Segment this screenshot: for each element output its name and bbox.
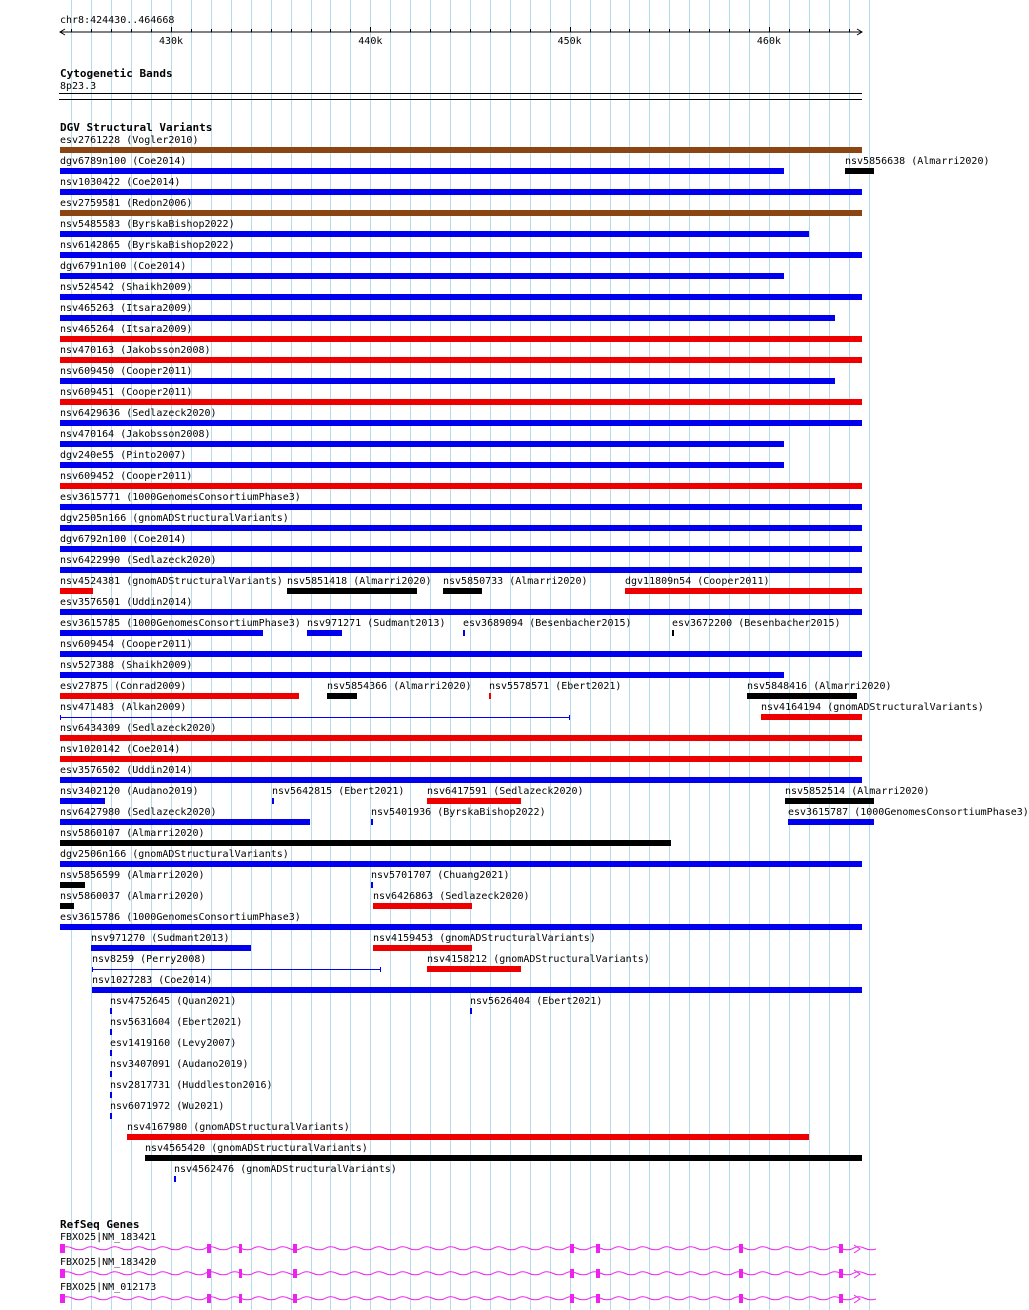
gene-exon bbox=[60, 1269, 65, 1278]
variant-label[interactable]: nsv5485583 (ByrskaBishop2022) bbox=[60, 219, 235, 230]
variant-label[interactable]: nsv4565420 (gnomADStructuralVariants) bbox=[145, 1143, 368, 1154]
variant-bar[interactable] bbox=[60, 462, 784, 468]
variant-label[interactable]: esv2761228 (Vogler2010) bbox=[60, 135, 199, 146]
variant-label[interactable]: nsv5860107 (Almarri2020) bbox=[60, 828, 205, 839]
variant-label[interactable]: nsv5642815 (Ebert2021) bbox=[272, 786, 405, 797]
variant-label[interactable]: nsv5631604 (Ebert2021) bbox=[110, 1017, 243, 1028]
gridline bbox=[869, 0, 870, 1310]
gene-exon bbox=[239, 1269, 242, 1278]
variant-label[interactable]: esv3615787 (1000GenomesConsortiumPhase3) bbox=[788, 807, 1029, 818]
variant-label[interactable]: nsv5701707 (Chuang2021) bbox=[371, 870, 510, 881]
variant-bar[interactable] bbox=[60, 819, 310, 825]
variant-bar[interactable] bbox=[60, 525, 862, 531]
variant-bar[interactable] bbox=[110, 1029, 112, 1035]
variant-label[interactable]: nsv4164194 (gnomADStructuralVariants) bbox=[761, 702, 984, 713]
gene-exon bbox=[570, 1294, 574, 1303]
variant-label[interactable]: nsv4524381 (gnomADStructuralVariants) bbox=[60, 576, 283, 587]
gene-intron-line bbox=[60, 1247, 876, 1250]
variant-bar[interactable] bbox=[110, 1071, 112, 1077]
variant-bar[interactable] bbox=[60, 399, 862, 405]
variant-bar[interactable] bbox=[92, 987, 862, 993]
variant-bar[interactable] bbox=[373, 903, 472, 909]
variant-bar[interactable] bbox=[92, 969, 381, 970]
variant-bar[interactable] bbox=[60, 798, 105, 804]
variant-bar[interactable] bbox=[60, 735, 862, 741]
variant-label[interactable]: nsv6434309 (Sedlazeck2020) bbox=[60, 723, 217, 734]
ruler-location: chr8:424430..464668 bbox=[60, 15, 175, 26]
gene-exon bbox=[596, 1244, 600, 1253]
variant-bar[interactable] bbox=[845, 168, 874, 174]
variant-label[interactable]: esv3615786 (1000GenomesConsortiumPhase3) bbox=[60, 912, 301, 923]
variant-label[interactable]: nsv1027283 (Coe2014) bbox=[92, 975, 213, 986]
variant-label[interactable]: nsv1020142 (Coe2014) bbox=[60, 744, 181, 755]
variant-label[interactable]: nsv5854366 (Almarri2020) bbox=[327, 681, 472, 692]
variant-label[interactable]: nsv471483 (Alkan2009) bbox=[60, 702, 187, 713]
variant-bar[interactable] bbox=[60, 378, 835, 384]
variant-bar[interactable] bbox=[60, 441, 784, 447]
track-title-refseq-genes[interactable]: RefSeq Genes bbox=[60, 1218, 140, 1231]
variant-bar[interactable] bbox=[371, 882, 373, 888]
variant-bar[interactable] bbox=[785, 798, 874, 804]
cytoband-line-bottom bbox=[59, 99, 862, 100]
variant-bar[interactable] bbox=[60, 609, 862, 615]
variant-bar[interactable] bbox=[60, 924, 862, 930]
variant-label[interactable]: dgv240e55 (Pinto2007) bbox=[60, 450, 187, 461]
variant-bar[interactable] bbox=[60, 651, 862, 657]
variant-bar[interactable] bbox=[60, 588, 93, 594]
variant-bar[interactable] bbox=[60, 189, 862, 195]
variant-bar[interactable] bbox=[463, 630, 465, 636]
gene-exon bbox=[596, 1294, 600, 1303]
variant-label[interactable]: esv1419160 (Levy2007) bbox=[110, 1038, 237, 1049]
variant-bar[interactable] bbox=[60, 336, 862, 342]
cytoband-line-top bbox=[59, 93, 862, 94]
variant-bar[interactable] bbox=[60, 882, 85, 888]
variant-label[interactable]: nsv609450 (Cooper2011) bbox=[60, 366, 193, 377]
gene-exon bbox=[293, 1294, 297, 1303]
variant-label[interactable]: nsv465263 (Itsara2009) bbox=[60, 303, 193, 314]
variant-bar[interactable] bbox=[110, 1092, 112, 1098]
variant-label[interactable]: nsv5851418 (Almarri2020) bbox=[287, 576, 432, 587]
variant-bar[interactable] bbox=[60, 903, 74, 909]
variant-bar[interactable] bbox=[60, 147, 862, 153]
variant-bar[interactable] bbox=[443, 588, 482, 594]
variant-bar[interactable] bbox=[60, 420, 862, 426]
variant-bar[interactable] bbox=[747, 693, 857, 699]
ruler[interactable] bbox=[0, 24, 890, 48]
variant-label[interactable]: esv3576502 (Uddin2014) bbox=[60, 765, 193, 776]
variant-bar[interactable] bbox=[371, 819, 373, 825]
variant-label[interactable]: nsv5852514 (Almarri2020) bbox=[785, 786, 930, 797]
gene-intron-line bbox=[60, 1297, 876, 1300]
variant-label[interactable]: nsv5626404 (Ebert2021) bbox=[470, 996, 603, 1007]
gene-exon bbox=[293, 1244, 297, 1253]
variant-label[interactable]: nsv6426863 (Sedlazeck2020) bbox=[373, 891, 530, 902]
variant-label[interactable]: nsv4167980 (gnomADStructuralVariants) bbox=[127, 1122, 350, 1133]
variant-label[interactable]: nsv524542 (Shaikh2009) bbox=[60, 282, 193, 293]
gene-exon bbox=[60, 1294, 65, 1303]
variant-label[interactable]: nsv5856599 (Almarri2020) bbox=[60, 870, 205, 881]
variant-label[interactable]: nsv6142865 (ByrskaBishop2022) bbox=[60, 240, 235, 251]
variant-bar[interactable] bbox=[60, 630, 263, 636]
variant-label[interactable]: nsv2817731 (Huddleston2016) bbox=[110, 1080, 273, 1091]
gene-exon bbox=[570, 1244, 574, 1253]
gene-model[interactable] bbox=[0, 1266, 890, 1280]
variant-bar[interactable] bbox=[174, 1176, 176, 1182]
variant-label[interactable]: nsv465264 (Itsara2009) bbox=[60, 324, 193, 335]
variant-label[interactable]: nsv4752645 (Quan2021) bbox=[110, 996, 237, 1007]
variant-label[interactable]: esv3615771 (1000GenomesConsortiumPhase3) bbox=[60, 492, 301, 503]
variant-bar[interactable] bbox=[91, 945, 251, 951]
gene-label[interactable]: FBXO25|NM_183420 bbox=[60, 1257, 157, 1268]
variant-label[interactable]: nsv609451 (Cooper2011) bbox=[60, 387, 193, 398]
gene-exon bbox=[739, 1269, 743, 1278]
gene-exon bbox=[207, 1269, 211, 1278]
variant-label[interactable]: dgv6791n100 (Coe2014) bbox=[60, 261, 187, 272]
variant-bar[interactable] bbox=[60, 693, 299, 699]
variant-label[interactable]: dgv6792n100 (Coe2014) bbox=[60, 534, 187, 545]
gene-exon bbox=[207, 1244, 211, 1253]
variant-bar[interactable] bbox=[60, 357, 862, 363]
variant-label[interactable]: nsv6427980 (Sedlazeck2020) bbox=[60, 807, 217, 818]
variant-label[interactable]: esv27875 (Conrad2009) bbox=[60, 681, 187, 692]
variant-bar[interactable] bbox=[60, 756, 862, 762]
gene-exon bbox=[596, 1269, 600, 1278]
variant-label[interactable]: nsv6422990 (Sedlazeck2020) bbox=[60, 555, 217, 566]
variant-label[interactable]: nsv5850733 (Almarri2020) bbox=[443, 576, 588, 587]
variant-label[interactable]: nsv6429636 (Sedlazeck2020) bbox=[60, 408, 217, 419]
variant-label[interactable]: nsv527388 (Shaikh2009) bbox=[60, 660, 193, 671]
strand-arrow-icon bbox=[854, 1245, 860, 1253]
track-title-cytogenetic-bands[interactable]: Cytogenetic Bands bbox=[60, 67, 173, 80]
variant-label[interactable]: esv3576501 (Uddin2014) bbox=[60, 597, 193, 608]
variant-label[interactable]: nsv609454 (Cooper2011) bbox=[60, 639, 193, 650]
strand-arrow-icon bbox=[854, 1270, 860, 1278]
variant-bar[interactable] bbox=[60, 168, 784, 174]
variant-bar[interactable] bbox=[427, 798, 521, 804]
variant-bar[interactable] bbox=[625, 588, 862, 594]
gene-exon bbox=[239, 1294, 242, 1303]
variant-label[interactable]: nsv4159453 (gnomADStructuralVariants) bbox=[373, 933, 596, 944]
variant-bar[interactable] bbox=[60, 294, 862, 300]
gene-exon bbox=[60, 1244, 65, 1253]
variant-bar[interactable] bbox=[788, 819, 874, 825]
gene-exon bbox=[839, 1269, 843, 1278]
gene-exon bbox=[570, 1269, 574, 1278]
variant-bar[interactable] bbox=[327, 693, 357, 699]
variant-label[interactable]: nsv971270 (Sudmant2013) bbox=[91, 933, 230, 944]
variant-bar[interactable] bbox=[470, 1008, 472, 1014]
variant-label[interactable]: dgv2506n166 (gnomADStructuralVariants) bbox=[60, 849, 289, 860]
variant-label[interactable]: nsv5856638 (Almarri2020) bbox=[845, 156, 990, 167]
variant-bar[interactable] bbox=[60, 210, 862, 216]
variant-bar[interactable] bbox=[373, 945, 472, 951]
gene-label[interactable]: FBXO25|NM_183421 bbox=[60, 1232, 157, 1243]
variant-bar[interactable] bbox=[110, 1008, 112, 1014]
variant-label[interactable]: nsv3407091 (Audano2019) bbox=[110, 1059, 249, 1070]
strand-arrow-icon bbox=[854, 1295, 860, 1303]
variant-bar[interactable] bbox=[60, 231, 809, 237]
variant-bar[interactable] bbox=[110, 1050, 112, 1056]
gene-label[interactable]: FBXO25|NM_012173 bbox=[60, 1282, 157, 1293]
variant-bar[interactable] bbox=[60, 567, 862, 573]
variant-bar[interactable] bbox=[60, 252, 862, 258]
gene-exon bbox=[839, 1294, 843, 1303]
variant-label[interactable]: esv3689094 (Besenbacher2015) bbox=[463, 618, 632, 629]
variant-label[interactable]: nsv5578571 (Ebert2021) bbox=[489, 681, 622, 692]
variant-bar[interactable] bbox=[287, 588, 417, 594]
track-title-dgv[interactable]: DGV Structural Variants bbox=[60, 121, 213, 134]
variant-label[interactable]: nsv8259 (Perry2008) bbox=[92, 954, 207, 965]
variant-bar[interactable] bbox=[60, 483, 862, 489]
variant-label[interactable]: nsv470164 (Jakobsson2008) bbox=[60, 429, 211, 440]
gene-exon bbox=[739, 1294, 743, 1303]
gene-exon bbox=[239, 1244, 242, 1253]
gene-model[interactable] bbox=[0, 1291, 890, 1305]
variant-bar[interactable] bbox=[60, 504, 862, 510]
variant-label[interactable]: dgv2505n166 (gnomADStructuralVariants) bbox=[60, 513, 289, 524]
variant-bar[interactable] bbox=[60, 273, 784, 279]
variant-bar[interactable] bbox=[272, 798, 274, 804]
variant-label[interactable]: esv3672200 (Besenbacher2015) bbox=[672, 618, 841, 629]
variant-bar[interactable] bbox=[145, 1155, 862, 1161]
gene-model[interactable] bbox=[0, 1241, 890, 1255]
variant-label[interactable]: nsv1030422 (Coe2014) bbox=[60, 177, 181, 188]
variant-bar[interactable] bbox=[672, 630, 674, 636]
variant-label[interactable]: dgv11809n54 (Cooper2011) bbox=[625, 576, 770, 587]
gene-exon bbox=[293, 1269, 297, 1278]
ruler-tick-label: 460k bbox=[756, 36, 782, 47]
gene-exon bbox=[207, 1294, 211, 1303]
ruler-tick-label: 450k bbox=[557, 36, 582, 47]
variant-bar[interactable] bbox=[489, 693, 491, 699]
variant-bar[interactable] bbox=[60, 717, 570, 718]
variant-label[interactable]: nsv5848416 (Almarri2020) bbox=[747, 681, 892, 692]
variant-label[interactable]: dgv6789n100 (Coe2014) bbox=[60, 156, 187, 167]
variant-label[interactable]: nsv3402120 (Audano2019) bbox=[60, 786, 199, 797]
variant-bar[interactable] bbox=[60, 546, 862, 552]
variant-label[interactable]: nsv5401936 (ByrskaBishop2022) bbox=[371, 807, 546, 818]
variant-bar[interactable] bbox=[127, 1134, 809, 1140]
variant-label[interactable]: nsv4562476 (gnomADStructuralVariants) bbox=[174, 1164, 397, 1175]
variant-bar[interactable] bbox=[60, 672, 784, 678]
variant-bar[interactable] bbox=[60, 861, 862, 867]
variant-label[interactable]: nsv4158212 (gnomADStructuralVariants) bbox=[427, 954, 650, 965]
ruler-tick-label: 430k bbox=[158, 36, 184, 47]
variant-bar[interactable] bbox=[110, 1113, 112, 1119]
cytoband-label: 8p23.3 bbox=[60, 81, 97, 92]
variant-label[interactable]: esv3615785 (1000GenomesConsortiumPhase3) bbox=[60, 618, 301, 629]
variant-bar[interactable] bbox=[60, 777, 862, 783]
gene-exon bbox=[739, 1244, 743, 1253]
ruler-tick-label: 440k bbox=[358, 36, 383, 47]
gene-intron-line bbox=[60, 1272, 876, 1275]
variant-label[interactable]: nsv609452 (Cooper2011) bbox=[60, 471, 193, 482]
variant-bar[interactable] bbox=[307, 630, 342, 636]
variant-label[interactable]: nsv6417591 (Sedlazeck2020) bbox=[427, 786, 584, 797]
variant-label[interactable]: nsv971271 (Sudmant2013) bbox=[307, 618, 446, 629]
variant-label[interactable]: nsv6071972 (Wu2021) bbox=[110, 1101, 225, 1112]
variant-label[interactable]: esv2759581 (Redon2006) bbox=[60, 198, 193, 209]
variant-bar[interactable] bbox=[60, 315, 835, 321]
variant-bar[interactable] bbox=[427, 966, 521, 972]
variant-label[interactable]: nsv5860037 (Almarri2020) bbox=[60, 891, 205, 902]
gene-exon bbox=[839, 1244, 843, 1253]
variant-bar[interactable] bbox=[761, 714, 862, 720]
variant-bar[interactable] bbox=[60, 840, 671, 846]
variant-label[interactable]: nsv470163 (Jakobsson2008) bbox=[60, 345, 211, 356]
